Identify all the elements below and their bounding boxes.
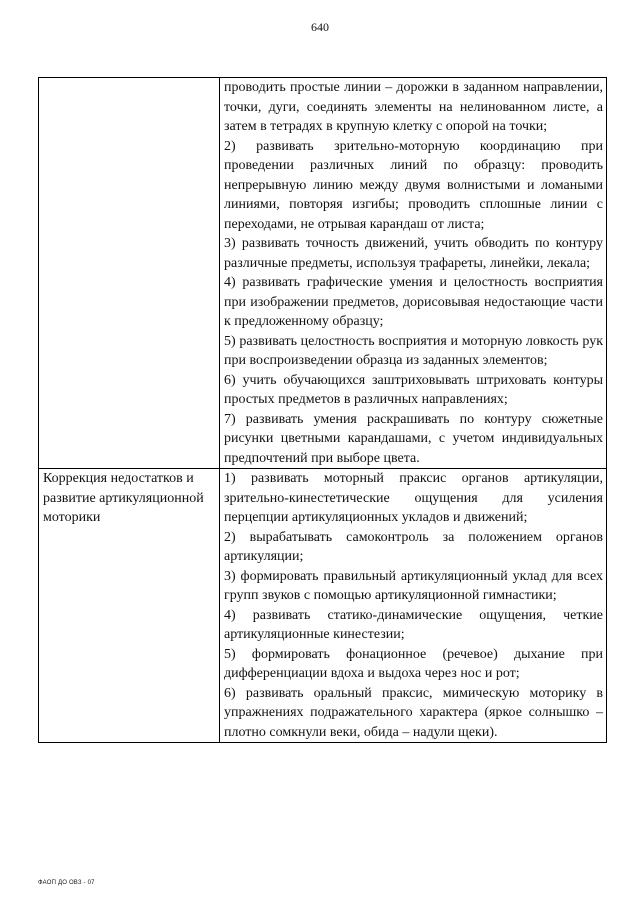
table-row: [39, 469, 607, 743]
task-item: 3) развивать точность движений, учить обводить по контуру различные предметы, используя трафареты, линейки, лекала;: [224, 236, 603, 271]
table-cell-tasks: [220, 469, 607, 743]
content-table: [38, 77, 607, 743]
table-cell-section: [39, 78, 220, 469]
section-title: Коррекция недостатков и развитие артикуляционной моторики: [43, 471, 204, 525]
table-row: [39, 78, 607, 469]
task-item: 4) развивать графические умения и целостность восприятия при изображении предметов, дорисовывая недостающие части к предложенному образцу;: [224, 275, 603, 329]
footer-code: ФАОП ДО ОВЗ - 07: [38, 880, 95, 886]
task-item: 4) развивать статико-динамические ощущения, четкие артикуляционные кинестезии;: [224, 607, 603, 642]
table-cell-section: [39, 469, 220, 743]
task-item: 2) развивать зрительно-моторную координацию при проведении различных линий по образцу: проводить непрерывную линию между двумя волнистыми и ломаными линиями, повторяя изгибы; проводить сплошные линии с переходами, не отрывая карандаш от листа;: [224, 138, 603, 232]
task-item: 6) учить обучающихся заштриховывать штриховать контуры простых предметов в различных направлениях;: [224, 372, 603, 407]
table-cell-tasks: [220, 78, 607, 469]
task-item: проводить простые линии – дорожки в заданном направлении, точки, дуги, соединять элементы на нелинованном листе, а затем в тетрадях в крупную клетку с опорой на точки;: [224, 80, 603, 134]
task-item: 5) развивать целостность восприятия и моторную ловкость рук при воспроизведении образца из заданных элементов;: [224, 333, 603, 368]
task-item: 6) развивать оральный праксис, мимическую моторику в упражнениях подражательного характера (яркое солнышко – плотно сомкнули веки, обида – надули щеки).: [224, 685, 603, 740]
page-number: 640: [311, 20, 329, 34]
task-item: 5) формировать фонационное (речевое) дыхание при дифференциации вдоха и выдоха через нос и рот;: [224, 646, 603, 681]
task-item: 1) развивать моторный праксис органов артикуляции, зрительно-кинестетические ощущения для усиления перцепции артикуляционных укладов и движений;: [224, 471, 603, 525]
task-item: 7) развивать умения раскрашивать по контуру сюжетные рисунки цветными карандашами, с учетом индивидуальных предпочтений при выборе цвета.: [224, 411, 603, 466]
task-item: 2) вырабатывать самоконтроль за положением органов артикуляции;: [224, 529, 603, 564]
task-item: 3) формировать правильный артикуляционный уклад для всех групп звуков с помощью артикуляционной гимнастики;: [224, 568, 603, 603]
